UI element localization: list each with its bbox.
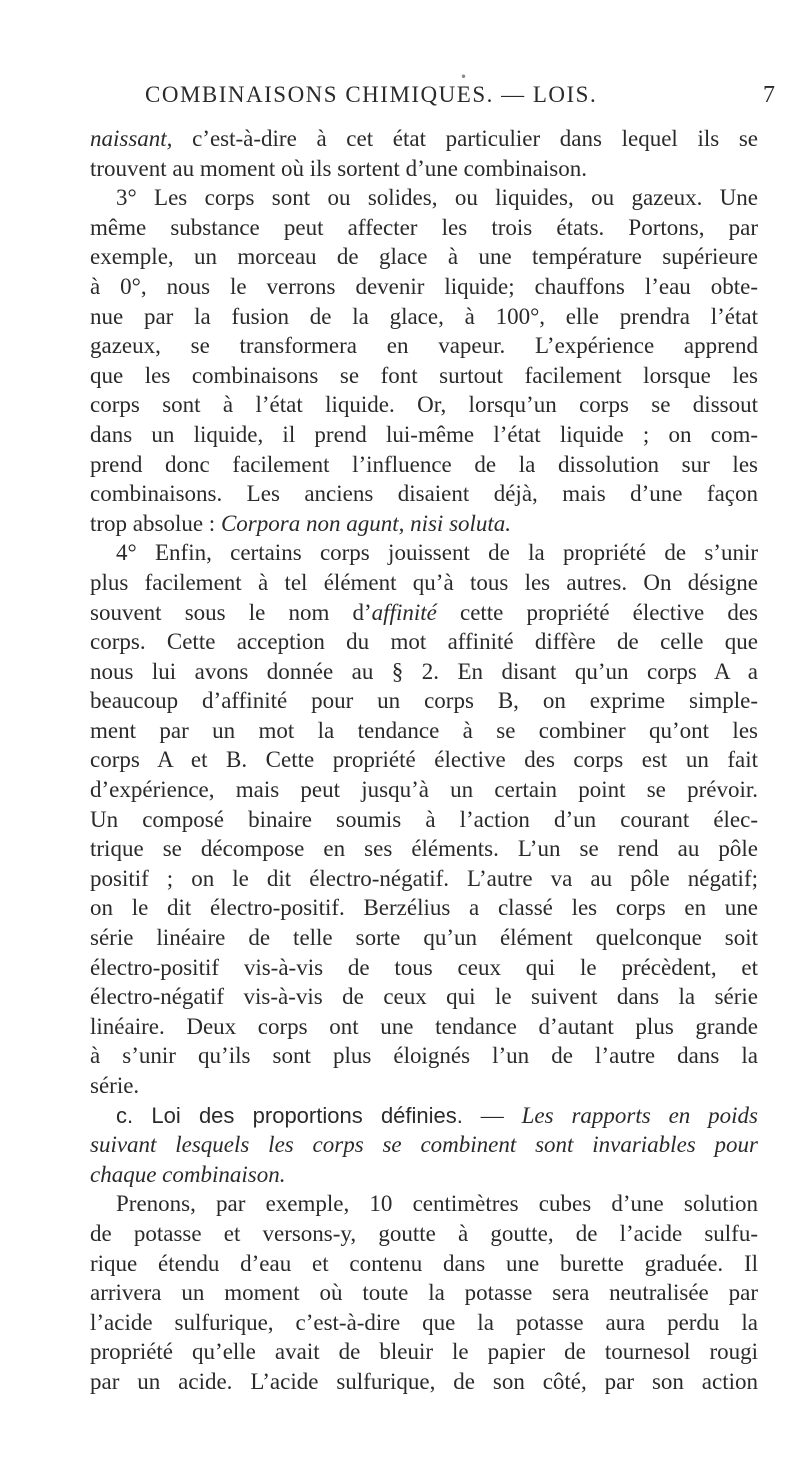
text-line: gazeux, se transformera en vapeur. L’expérience apprend xyxy=(90,333,758,359)
text-line: d’expérience, mais peut jusqu’à un certain point se prévoir. xyxy=(90,777,758,803)
text-line: que les combinaisons se font surtout facilement lorsque les xyxy=(90,362,758,388)
text-line: trop absolue : Corpora non agunt, nisi soluta. xyxy=(90,510,512,536)
text-line: 4° Enfin, certains corps jouissent de la propriété de s’unir xyxy=(116,540,758,566)
text-line: corps. Cette acception du mot affinité diffère de celle que xyxy=(90,629,758,655)
text-line: électro-négatif vis-à-vis de ceux qui le suivent dans la série xyxy=(90,984,758,1010)
text-line: trouvent au moment où ils sortent d’une combinaison. xyxy=(90,155,587,181)
text-line: arrivera un moment où toute la potasse sera neutralisée par xyxy=(90,1280,758,1306)
page-number: 7 xyxy=(763,82,775,108)
section-heading-line: c. Loi des proportions définies. — Les rapports en poids xyxy=(116,1102,758,1128)
text-line: l’acide sulfurique, c’est-à-dire que la potasse aura perdu la xyxy=(90,1309,758,1335)
text-line: par un acide. L’acide sulfurique, de son côté, par son action xyxy=(90,1368,758,1394)
text-line: nous lui avons donnée au § 2. En disant qu’un corps A a xyxy=(90,658,758,684)
text-line: linéaire. Deux corps ont une tendance d’autant plus grande xyxy=(90,1013,758,1039)
text-line: suivant lesquels les corps se combinent sont invariables pour xyxy=(90,1132,758,1158)
text-line: à s’unir qu’ils sont plus éloignés l’un de l’autre dans la xyxy=(90,1043,758,1069)
text-line: Un composé binaire soumis à l’action d’un courant élec- xyxy=(90,806,758,832)
text-line: beaucoup d’affinité pour un corps B, on exprime simple- xyxy=(90,688,758,714)
text-line: corps A et B. Cette propriété élective des corps est un fait xyxy=(90,747,758,773)
text-line: corps sont à l’état liquide. Or, lorsqu’un corps se dissout xyxy=(90,392,758,418)
running-header: COMBINAISONS CHIMIQUES. — LOIS. xyxy=(145,82,598,107)
text-line: trique se décompose en ses éléments. L’un se rend au pôle xyxy=(90,836,758,862)
text-line: combinaisons. Les anciens disaient déjà, mais d’une façon xyxy=(90,481,758,507)
text-line: même substance peut affecter les trois états. Portons, par xyxy=(90,214,758,240)
text-line: série. xyxy=(90,1073,140,1098)
text-line: exemple, un morceau de glace à une température supérieure xyxy=(90,244,758,270)
text-line: de potasse et versons-y, goutte à goutte, de l’acide sulfu- xyxy=(90,1220,758,1246)
text-line: propriété qu’elle avait de bleuir le papier de tournesol rougi xyxy=(90,1339,758,1365)
body-text xyxy=(90,124,758,1397)
ornament-dot: • xyxy=(460,70,468,84)
text-line: plus facilement à tel élément qu’à tous les autres. On désigne xyxy=(90,569,758,595)
section-heading: c. Loi des proportions définies. xyxy=(116,1102,463,1128)
text-line: dans un liquide, il prend lui-même l’état liquide ; on com- xyxy=(90,421,758,447)
text-line: rique étendu d’eau et contenu dans une burette graduée. Il xyxy=(90,1250,758,1276)
text-line: Prenons, par exemple, 10 centimètres cubes d’une solution xyxy=(116,1191,758,1217)
text-line: ment par un mot la tendance à se combiner qu’ont les xyxy=(90,717,758,743)
text-line: chaque combinaison. xyxy=(90,1161,286,1187)
text-line: nue par la fusion de la glace, à 100°, elle prendra l’état xyxy=(90,303,758,329)
text-line: prend donc facilement l’influence de la dissolution sur les xyxy=(90,451,758,477)
text-line: 3° Les corps sont ou solides, ou liquides, ou gazeux. Une xyxy=(116,185,758,211)
text-line: série linéaire de telle sorte qu’un élément quelconque soit xyxy=(90,925,758,951)
text-line: naissant, c’est-à-dire à cet état particulier dans lequel ils se xyxy=(90,126,758,151)
text-line: on le dit électro-positif. Berzélius a classé les corps en une xyxy=(90,895,758,921)
text-line: à 0°, nous le verrons devenir liquide; chauffons l’eau obte- xyxy=(90,273,758,299)
text-line: positif ; on le dit électro-négatif. L’autre va au pôle négatif; xyxy=(90,865,758,891)
text-line: électro-positif vis-à-vis de tous ceux qui le précèdent, et xyxy=(90,954,758,980)
text-line: souvent sous le nom d’affinité cette propriété élective des xyxy=(90,599,758,625)
